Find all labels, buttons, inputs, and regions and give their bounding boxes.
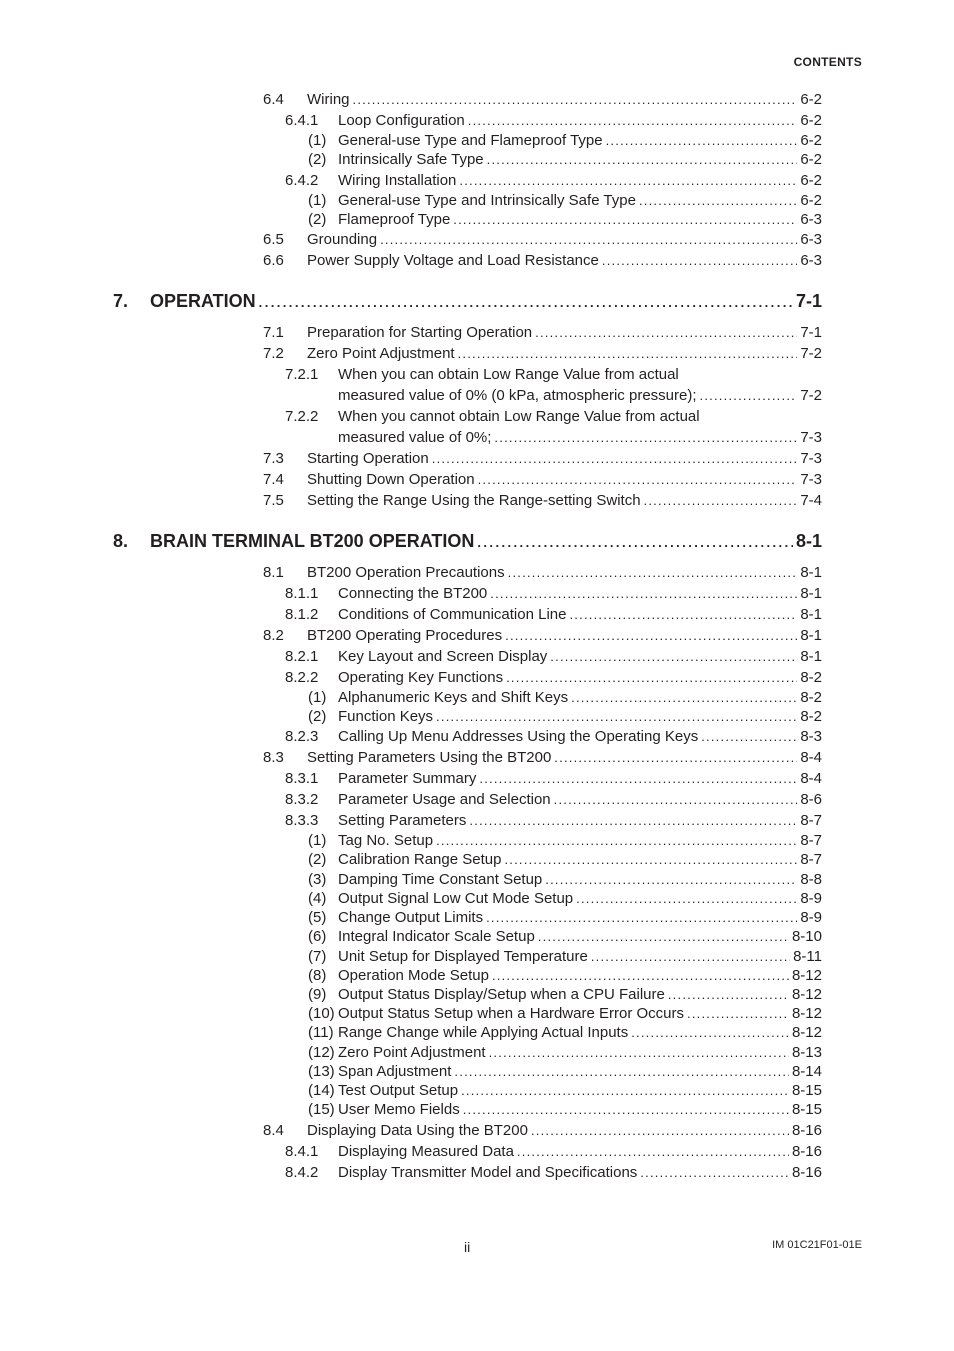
toc-entry-title: Zero Point Adjustment: [338, 1044, 486, 1061]
toc-entry-page: 8-4: [800, 770, 822, 787]
dot-leader: [576, 889, 797, 909]
toc-entry-title: Calibration Range Setup: [338, 851, 502, 868]
toc-entry-number: 7.2.1: [285, 366, 319, 383]
toc-entry-page: 6-2: [800, 151, 822, 168]
toc-entry: [308, 1081, 822, 1101]
toc-entry-number: (14): [308, 1082, 335, 1099]
toc-entry-page: 6-3: [800, 231, 822, 248]
toc-entry-title: Flameproof Type: [338, 211, 451, 228]
toc-entry-page: 7-1: [800, 324, 822, 341]
toc-entry: [285, 769, 822, 789]
toc-entry: [308, 889, 822, 909]
toc-entry: [308, 150, 822, 170]
toc-entry-page: 8-9: [800, 890, 822, 907]
toc-entry-number: (5): [308, 909, 327, 926]
toc-entry-title: Parameter Summary: [338, 770, 477, 787]
dot-leader: [436, 831, 797, 851]
document-code: IM 01C21F01-01E: [772, 1239, 862, 1251]
dot-leader: [458, 344, 798, 364]
toc-entry-number: (13): [308, 1063, 335, 1080]
toc-entry-page: 8-7: [800, 851, 822, 868]
toc-entry-page: 8-7: [800, 832, 822, 849]
toc-entry-number: (9): [308, 986, 327, 1003]
toc-entry-page: 8-12: [791, 967, 822, 984]
dot-leader: [535, 323, 797, 343]
dot-leader: [644, 491, 798, 511]
toc-entry: [308, 947, 822, 967]
toc-entry: [308, 1023, 822, 1043]
dot-leader: [508, 563, 798, 583]
toc-entry: [285, 790, 822, 810]
dot-leader: [459, 171, 797, 191]
toc-entry-title: Range Change while Applying Actual Inputs: [338, 1024, 629, 1041]
toc-entry-title: Zero Point Adjustment: [307, 345, 455, 362]
dot-leader: [490, 584, 797, 604]
toc-entry: [308, 1004, 822, 1024]
dot-leader: [554, 790, 798, 810]
dot-leader: [569, 605, 797, 625]
toc-entry: [308, 908, 822, 928]
dot-leader: [505, 626, 797, 646]
toc-entry-page: 8-15: [791, 1082, 822, 1099]
toc-entry-number: (15): [308, 1101, 335, 1118]
toc-entry-number: 7.4: [263, 471, 284, 488]
toc-entry-page: 8-8: [800, 871, 822, 888]
dot-leader: [453, 210, 797, 230]
toc-entry: [285, 811, 822, 831]
toc-entry: [285, 171, 822, 191]
toc-entry-number: (2): [308, 151, 327, 168]
toc-entry-title: Displaying Measured Data: [338, 1143, 514, 1160]
toc-entry-page: 6-2: [800, 172, 822, 189]
toc-entry-page: 8-7: [800, 812, 822, 829]
toc-entry-title: BT200 Operation Precautions: [307, 564, 505, 581]
dot-leader: [591, 947, 790, 967]
toc-entry-page: 6-2: [800, 112, 822, 129]
toc-entry-title: Parameter Usage and Selection: [338, 791, 551, 808]
toc-entry-title: When you cannot obtain Low Range Value from actual: [338, 408, 700, 425]
toc-entry-title: When you can obtain Low Range Value from actual: [338, 366, 679, 383]
toc-entry-title: Conditions of Communication Line: [338, 606, 567, 623]
toc-entry: [263, 323, 822, 343]
toc-entry-page: 6-3: [800, 252, 822, 269]
toc-entry-title: Wiring Installation: [338, 172, 457, 189]
dot-leader: [492, 966, 789, 986]
toc-entry: [263, 491, 822, 511]
toc-entry-number: 7.2: [263, 345, 284, 362]
toc-entry: [308, 831, 822, 851]
toc-entry-page: 6-3: [800, 211, 822, 228]
toc-entry-number: 8.1.1: [285, 585, 319, 602]
toc-entry-title: Wiring: [307, 91, 350, 108]
toc-entry: [308, 966, 822, 986]
toc-entry-number: 8.1: [263, 564, 284, 581]
toc-entry-page: 7-3: [800, 450, 822, 467]
toc-entry-title: Output Status Display/Setup when a CPU Failure: [338, 986, 665, 1003]
toc-entry: [285, 407, 700, 427]
toc-entry-title: User Memo Fields: [338, 1101, 460, 1118]
toc-entry-number: 8.3: [263, 749, 284, 766]
toc-entry-title: General-use Type and Flameproof Type: [338, 132, 603, 149]
dot-leader: [639, 191, 797, 211]
toc-entry: [308, 1100, 822, 1120]
toc-entry-title: Damping Time Constant Setup: [338, 871, 543, 888]
toc-entry: [263, 626, 822, 646]
toc-entry-title: Key Layout and Screen Display: [338, 648, 548, 665]
toc-entry-number: 6.6: [263, 252, 284, 269]
dot-leader: [353, 90, 798, 110]
toc-entry-number: 6.4.2: [285, 172, 319, 189]
dot-leader: [631, 1023, 789, 1043]
toc-entry-title: Integral Indicator Scale Setup: [338, 928, 535, 945]
toc-entry-title: measured value of 0%;: [338, 429, 492, 446]
toc-entry-title: Function Keys: [338, 708, 434, 725]
dot-leader: [487, 150, 798, 170]
toc-entry-page: 8-16: [791, 1164, 822, 1181]
toc-entry: [263, 470, 822, 490]
toc-entry: [285, 1142, 822, 1162]
toc-entry: [308, 688, 822, 708]
toc-entry-title: Change Output Limits: [338, 909, 484, 926]
toc-entry: [308, 707, 822, 727]
toc-entry: [263, 344, 822, 364]
toc-entry-page: 8-6: [800, 791, 822, 808]
toc-entry: [285, 647, 822, 667]
dot-leader: [554, 748, 797, 768]
toc-entry: [308, 131, 822, 151]
toc-entry-number: 8.3.1: [285, 770, 319, 787]
toc-entry-title: Loop Configuration: [338, 112, 465, 129]
toc-entry-title: Connecting the BT200: [338, 585, 488, 602]
toc-entry-number: (2): [308, 708, 327, 725]
toc-entry-page: 6-2: [800, 132, 822, 149]
dot-leader: [517, 1142, 789, 1162]
toc-entry: [285, 605, 822, 625]
toc-entry-title: Power Supply Voltage and Load Resistance: [307, 252, 599, 269]
toc-entry-number: 6.4: [263, 91, 284, 108]
toc-entry-title: Operation Mode Setup: [338, 967, 489, 984]
toc-entry-number: 7.5: [263, 492, 284, 509]
toc-entry-title: Setting Parameters Using the BT200: [307, 749, 552, 766]
dot-leader: [531, 1121, 789, 1141]
toc-entry-number: 8.2.3: [285, 728, 319, 745]
toc-entry-page: 7-4: [800, 492, 822, 509]
dot-leader: [486, 908, 797, 928]
dot-leader: [469, 811, 797, 831]
toc-entry-page: 7-3: [800, 471, 822, 488]
toc-entry-page: 8-1: [800, 648, 822, 665]
dot-leader: [640, 1163, 789, 1183]
toc-entry-page: 8-1: [800, 627, 822, 644]
toc-entry: [263, 449, 822, 469]
toc-entry-page: 8-2: [800, 689, 822, 706]
toc-entry-title: General-use Type and Intrinsically Safe Type: [338, 192, 636, 209]
toc-entry-page: 8-12: [791, 986, 822, 1003]
dot-leader: [477, 531, 793, 555]
toc-entry-number: 8.: [113, 531, 129, 551]
toc-entry-number: (8): [308, 967, 327, 984]
toc-entry-page: 6-2: [800, 192, 822, 209]
toc-entry-page: 8-1: [800, 564, 822, 581]
dot-leader: [432, 449, 798, 469]
toc-entry: [308, 1062, 822, 1082]
toc-entry-number: 6.4.1: [285, 112, 319, 129]
dot-leader: [380, 230, 797, 250]
toc-entry: [308, 1043, 822, 1063]
toc-entry: [285, 1163, 822, 1183]
toc-entry-title: Shutting Down Operation: [307, 471, 475, 488]
toc-entry-page: 8-16: [791, 1122, 822, 1139]
toc-entry-number: (2): [308, 851, 327, 868]
toc-entry-page: 8-11: [793, 948, 822, 965]
toc-entry-title: Output Signal Low Cut Mode Setup: [338, 890, 574, 907]
toc-entry-number: 8.2: [263, 627, 284, 644]
toc-entry-title: Setting the Range Using the Range-setting Switch: [307, 492, 641, 509]
dot-leader: [571, 688, 797, 708]
dot-leader: [478, 470, 798, 490]
toc-entry: [285, 365, 679, 385]
dot-leader: [436, 707, 797, 727]
toc-entry-number: 8.2.1: [285, 648, 319, 665]
toc-entry-page: 8-1: [800, 585, 822, 602]
dot-leader: [468, 111, 798, 131]
toc-entry-number: (4): [308, 890, 327, 907]
toc-entry-title: Setting Parameters: [338, 812, 467, 829]
toc-entry-page: 8-12: [791, 1024, 822, 1041]
dot-leader: [463, 1100, 789, 1120]
dot-leader: [700, 386, 798, 406]
page-number: ii: [464, 1239, 471, 1255]
toc-entry: [263, 563, 822, 583]
toc-entry-number: 8.2.2: [285, 669, 319, 686]
toc-entry-number: (1): [308, 689, 327, 706]
toc-entry-number: 7.1: [263, 324, 284, 341]
toc-entry-title: Operating Key Functions: [338, 669, 504, 686]
toc-entry: [263, 90, 822, 110]
toc-entry-number: 7.3: [263, 450, 284, 467]
toc-entry-page: 7-3: [800, 429, 822, 446]
toc-entry: [308, 210, 822, 230]
dot-leader: [259, 291, 793, 315]
toc-entry-title: Starting Operation: [307, 450, 429, 467]
dot-leader: [602, 251, 797, 271]
toc-entry: [263, 748, 822, 768]
toc-entry: [308, 191, 822, 211]
toc-entry: [285, 668, 822, 688]
toc-entry-title: Test Output Setup: [338, 1082, 459, 1099]
dot-leader: [489, 1043, 789, 1063]
toc-entry: [308, 870, 822, 890]
toc-entry-page: 7-2: [800, 387, 822, 404]
toc-entry-page: 8-12: [791, 1005, 822, 1022]
toc-entry-number: (12): [308, 1044, 335, 1061]
toc-entry: [308, 985, 822, 1005]
toc-entry-number: (1): [308, 132, 327, 149]
toc-entry-title: Preparation for Starting Operation: [307, 324, 533, 341]
toc-entry-title: Tag No. Setup: [338, 832, 434, 849]
dot-leader: [687, 1004, 789, 1024]
toc-entry: [338, 386, 822, 406]
toc-entry: [308, 927, 822, 947]
toc-entry: [338, 428, 822, 448]
dot-leader: [550, 647, 797, 667]
toc-entry-number: (3): [308, 871, 327, 888]
dot-leader: [454, 1062, 789, 1082]
toc-entry-page: 8-2: [800, 708, 822, 725]
toc-entry-number: 8.1.2: [285, 606, 319, 623]
toc-entry-page: 8-3: [800, 728, 822, 745]
dot-leader: [545, 870, 797, 890]
toc-entry-title: Span Adjustment: [338, 1063, 452, 1080]
running-header: CONTENTS: [793, 55, 862, 69]
toc-chapter-entry: [113, 289, 822, 313]
toc-chapter-entry: [113, 529, 822, 553]
toc-entry-page: 8-10: [791, 928, 822, 945]
dot-leader: [538, 927, 789, 947]
toc-entry-title: Calling Up Menu Addresses Using the Operating Keys: [338, 728, 699, 745]
toc-entry-page: 8-13: [791, 1044, 822, 1061]
toc-entry-number: 7.2.2: [285, 408, 319, 425]
toc-entry-page: 8-2: [800, 669, 822, 686]
dot-leader: [504, 850, 797, 870]
dot-leader: [668, 985, 789, 1005]
toc-entry: [285, 111, 822, 131]
toc-entry-title: measured value of 0% (0 kPa, atmospheric pressure);: [338, 387, 697, 404]
toc-entry-number: 8.3.3: [285, 812, 319, 829]
toc-entry: [285, 584, 822, 604]
dot-leader: [606, 131, 798, 151]
toc-entry-number: (1): [308, 192, 327, 209]
toc-entry-number: 7.: [113, 291, 129, 311]
toc-entry: [263, 230, 822, 250]
toc-entry-number: (7): [308, 948, 327, 965]
toc-entry-page: 8-1: [795, 531, 822, 551]
toc-entry-page: 6-2: [800, 91, 822, 108]
dot-leader: [701, 727, 797, 747]
toc-entry-page: 8-1: [800, 606, 822, 623]
toc-entry-title: Intrinsically Safe Type: [338, 151, 484, 168]
toc-entry-page: 8-4: [800, 749, 822, 766]
toc-entry-title: Output Status Setup when a Hardware Error Occurs: [338, 1005, 684, 1022]
toc-entry-title: Alphanumeric Keys and Shift Keys: [338, 689, 569, 706]
dot-leader: [479, 769, 797, 789]
toc-entry-number: (10): [308, 1005, 335, 1022]
toc-entry-page: 7-2: [800, 345, 822, 362]
dot-leader: [506, 668, 797, 688]
toc-entry: [285, 727, 822, 747]
toc-entry: [263, 251, 822, 271]
toc-entry-page: 8-9: [800, 909, 822, 926]
toc-entry-number: 6.5: [263, 231, 284, 248]
dot-leader: [494, 428, 797, 448]
toc-entry-page: 8-14: [791, 1063, 822, 1080]
toc-entry-number: (2): [308, 211, 327, 228]
toc-entry-title: Displaying Data Using the BT200: [307, 1122, 528, 1139]
toc-entry-number: (6): [308, 928, 327, 945]
toc-entry-title: Grounding: [307, 231, 378, 248]
toc-entry-number: 8.4.1: [285, 1143, 319, 1160]
toc-entry-page: 7-1: [795, 291, 822, 311]
toc-entry-number: (1): [308, 832, 327, 849]
toc-entry: [308, 850, 822, 870]
toc-entry-title: BT200 Operating Procedures: [307, 627, 503, 644]
toc-entry-number: 8.3.2: [285, 791, 319, 808]
toc-entry-title: Unit Setup for Displayed Temperature: [338, 948, 588, 965]
toc-entry-page: 8-16: [791, 1143, 822, 1160]
toc-entry-title: Display Transmitter Model and Specifications: [338, 1164, 638, 1181]
toc-entry-number: 8.4.2: [285, 1164, 319, 1181]
toc-entry-number: 8.4: [263, 1122, 284, 1139]
toc-entry-title: BRAIN TERMINAL BT200 OPERATION: [150, 531, 475, 551]
toc-entry: [263, 1121, 822, 1141]
toc-entry-page: 8-15: [791, 1101, 822, 1118]
dot-leader: [461, 1081, 789, 1101]
toc-entry-title: OPERATION: [150, 291, 256, 311]
toc-entry-number: (11): [308, 1024, 334, 1041]
